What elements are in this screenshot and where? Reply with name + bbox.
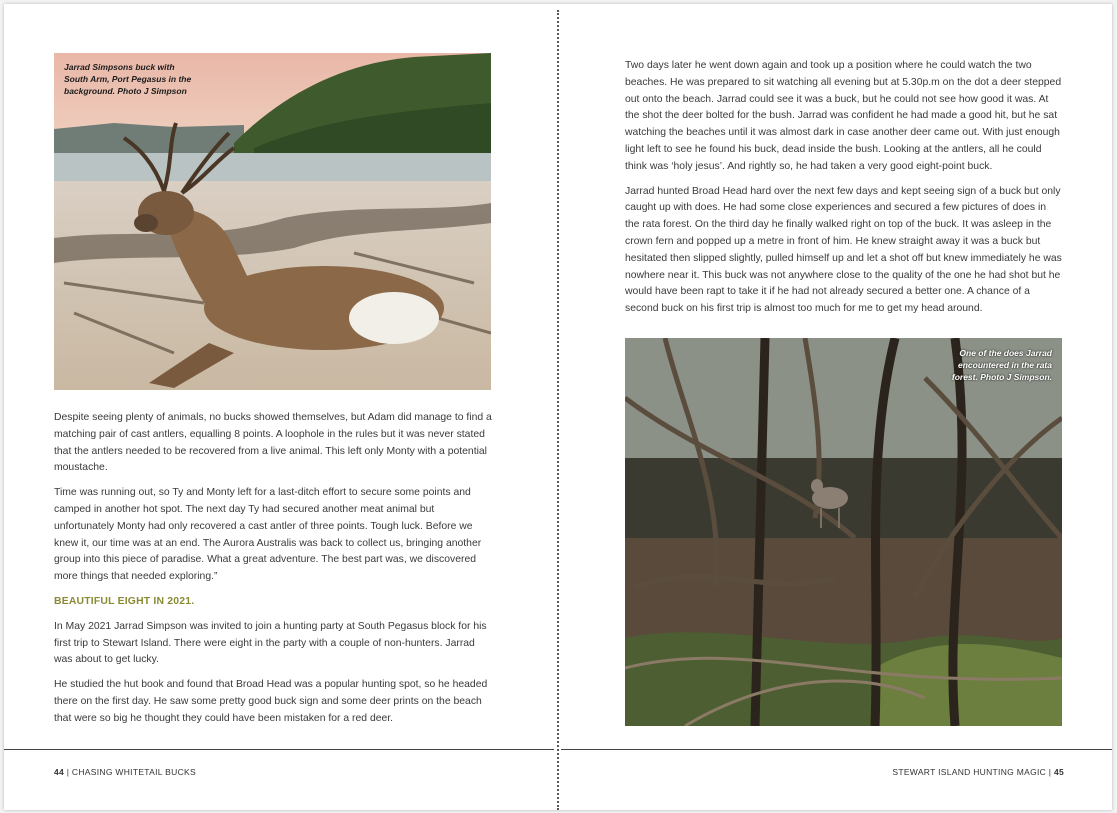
rata-forest-doe-photo — [625, 338, 1062, 726]
paragraph: Despite seeing plenty of animals, no bucks showed themselves, but Adam did manage to find a matching pair of cast antlers, equalling 8 points. A loophole in the rules but it was never stated that the antlers needed to be recovered from a live animal. This left only Monty with a potential moustache. — [54, 412, 492, 474]
paragraph: He studied the hut book and found that Broad Head was a popular hunting spot, so he headed there on the first day. He saw some pretty good buck sign and some deer prints on the beach that were so big he thought they could have been mistaken for a red deer. — [54, 679, 488, 724]
buck-photo-caption: Jarrad Simpsons buck with South Arm, Port Pegasus in the background. Photo J Simpson — [64, 62, 192, 96]
page-number: 44 — [54, 767, 65, 777]
paragraph: In May 2021 Jarrad Simpson was invited to join a hunting party at South Pegasus block for his first trip to Stewart Island. There were eight in the party with a couple of non-hunters. Jarrad was about to get lucky. — [54, 620, 487, 666]
footer-rule-right — [561, 749, 1112, 750]
right-body-column — [625, 58, 1063, 326]
doe-photo-caption: One of the does Jarrad encountered in the rata forest. Photo J Simpson. — [951, 348, 1052, 382]
paragraph: Jarrad hunted Broad Head hard over the next few days and kept seeing sign of a buck but only caught up with does. He had some close experiences and secured a few pictures of does in the rata forest. On the third day he finally walked right on top of the buck. It was asleep in the crown fern and popped up a metre in front of him. He knew straight away it was a buck but hesitated then slipped slightly, pulled himself up and let a shot off but knew immediately he was nowhere near it. This buck was not anywhere close to the quality of the one he had shot but he would have been rapt to take it if he had not already secured a better one. A chance of a second buck on his first trip is almost too much for me to get my head around. — [625, 185, 1062, 315]
footer-separator: | — [1048, 767, 1052, 777]
footer-separator: | — [66, 767, 70, 777]
page-number: 45 — [1053, 767, 1064, 777]
paragraph: Two days later he went down again and took up a position where he could watch the two beaches. He was prepared to sit watching all evening but at 5.30p.m on the dot a deer stepped out onto the beach. Jarrad could see it was a buck, but he could not see how good it was. At the shot the deer bolted for the bush. Jarrad was confident he had made a good hit, but he sat watching the beaches until it was almost dark in case another deer came out. With just enough light left to see he found his buck, dead inside the bush. Looking at the antlers, all he could think was ‘holy jesus’. And rightly so, he had taken a very good eight-point buck. — [625, 60, 1062, 172]
footer-rule-left — [4, 749, 554, 750]
footer-section-title: CHASING WHITETAIL BUCKS — [71, 767, 196, 777]
buck-on-beach-photo — [54, 53, 491, 390]
footer-section-title: STEWART ISLAND HUNTING MAGIC — [892, 767, 1047, 777]
left-page-footer — [54, 767, 196, 777]
section-heading: BEAUTIFUL EIGHT IN 2021. — [54, 595, 195, 607]
right-page-footer — [892, 767, 1064, 777]
paragraph: Time was running out, so Ty and Monty left for a last-ditch effort to secure some points and camped in another hot spot. The next day Ty had secured another meat animal but unfortunately Monty had only recovered a cast antler of three points. Tough luck. Before we knew it, our time was at an end. The Aurora Australis was back to collect us, bringing another group into this piece of paradise. What a great adventure. The best part was, we discovered more things that needed exploring.” — [54, 487, 482, 583]
page-spine-divider — [557, 10, 559, 810]
magazine-spread — [4, 4, 1112, 810]
left-body-column — [54, 410, 494, 736]
